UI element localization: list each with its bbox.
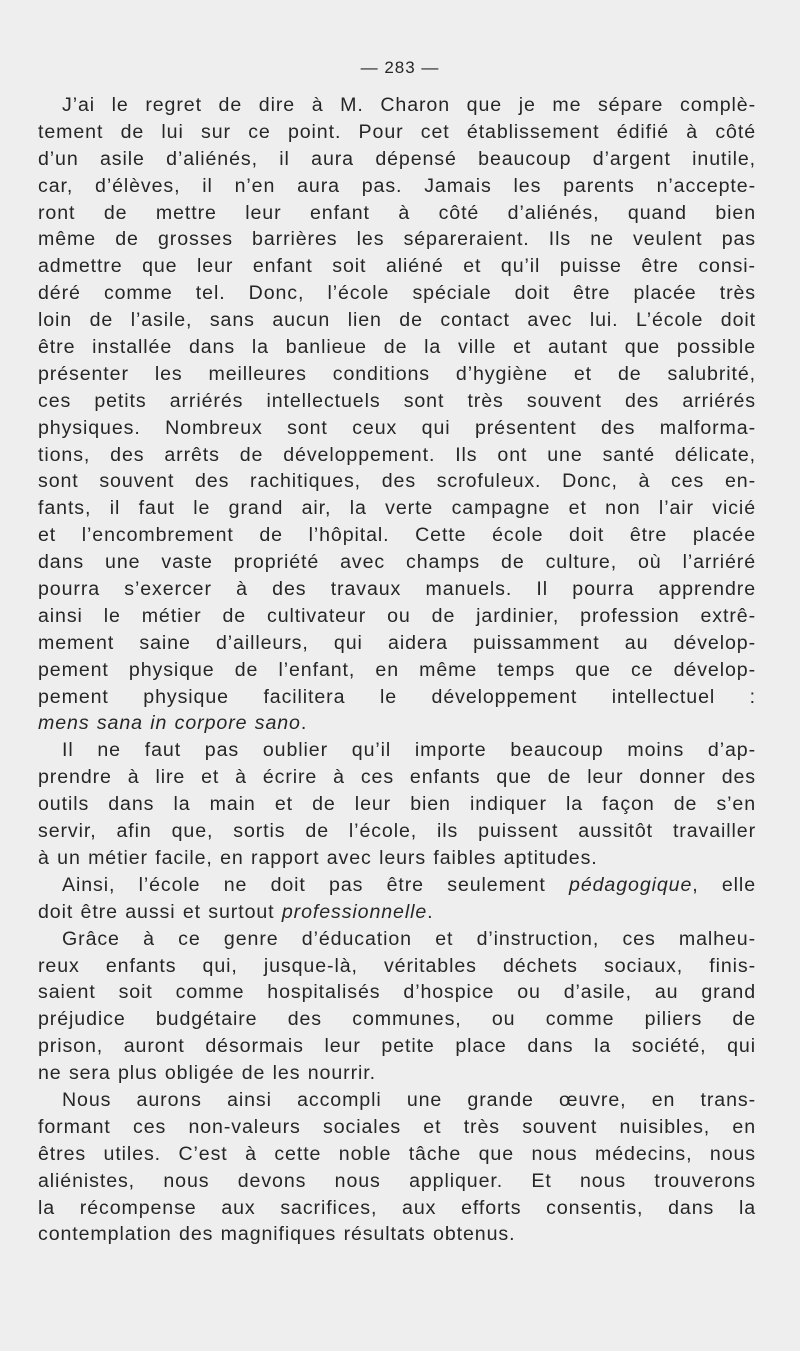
page-number: — 283 — xyxy=(360,58,440,77)
text-line xyxy=(38,253,756,280)
text-line xyxy=(38,1087,756,1114)
text-line xyxy=(38,1168,756,1195)
text-line xyxy=(38,845,756,872)
text-line xyxy=(38,1141,756,1168)
text-line xyxy=(38,1114,756,1141)
text-run: . xyxy=(300,712,308,735)
text-line xyxy=(38,791,756,818)
text-run: d’un asile d’aliénés, il aura dépensé beaucoup d’argent inutile, xyxy=(38,147,756,170)
text-line xyxy=(38,899,756,926)
text-run: ces petits arriérés intellectuels sont très souvent des arriérés xyxy=(38,389,756,412)
text-run: pourra s’exercer à des travaux manuels. Il pourra apprendre xyxy=(38,578,756,601)
text-run: Ainsi, l’école ne doit pas être seulement xyxy=(62,873,570,896)
text-run: servir, afin que, sortis de l’école, ils puissent aussitôt travailler xyxy=(38,820,756,843)
text-line xyxy=(38,818,756,845)
text-run: car, d’élèves, il n’en aura pas. Jamais les parents n’accepte- xyxy=(38,174,756,197)
text-run: , elle xyxy=(692,873,756,896)
text-run: aliénistes, nous devons nous appliquer. Et nous trouverons xyxy=(38,1169,756,1192)
text-line xyxy=(38,1033,756,1060)
text-run: . xyxy=(427,900,434,923)
text-run: ront de mettre leur enfant à côté d’aliénés, quand bien xyxy=(38,201,756,224)
text-run: contemplation des magnifiques résultats obtenus. xyxy=(38,1223,516,1246)
text-run: tions, des arrêts de développement. Ils ont une santé délicate, xyxy=(38,443,756,466)
text-line xyxy=(38,710,756,737)
italic-run: mens sana in corpore sano xyxy=(38,712,301,735)
text-line xyxy=(38,226,756,253)
text-line xyxy=(38,926,756,953)
text-run: mement saine d’ailleurs, qui aidera puissamment au dévelop- xyxy=(38,631,756,654)
text-line xyxy=(38,442,756,469)
text-run: à un métier facile, en rapport avec leurs faibles aptitudes. xyxy=(38,846,598,869)
text-run: J’ai le regret de dire à M. Charon que je me sépare complè- xyxy=(62,94,756,116)
text-line xyxy=(38,764,756,791)
text-line xyxy=(38,146,756,173)
text-line xyxy=(38,1195,756,1222)
text-run: Nous aurons ainsi accompli une grande œuvre, en trans- xyxy=(62,1088,756,1111)
text-line xyxy=(38,173,756,200)
text-run: ainsi le métier de cultivateur ou de jardinier, profession extrê- xyxy=(38,604,756,627)
text-run: sont souvent des rachitiques, des scrofuleux. Donc, à ces en- xyxy=(38,470,756,493)
text-line xyxy=(38,388,756,415)
text-line xyxy=(38,1060,756,1087)
text-run: prison, auront désormais leur petite place dans la société, qui xyxy=(38,1035,756,1058)
text-line xyxy=(38,737,756,764)
text-run: être installée dans la banlieue de la ville et autant que possible xyxy=(38,336,756,359)
italic-run: professionnelle xyxy=(281,900,428,923)
text-run: loin de l’asile, sans aucun lien de contact avec lui. L’école doit xyxy=(38,309,756,332)
text-line xyxy=(38,630,756,657)
text-line xyxy=(38,549,756,576)
text-line xyxy=(38,92,756,119)
text-run: reux enfants qui, jusque-là, véritables déchets sociaux, finis- xyxy=(38,954,756,977)
text-line xyxy=(38,684,756,711)
text-run: dans une vaste propriété avec champs de culture, où l’arriéré xyxy=(38,551,756,574)
text-line xyxy=(38,522,756,549)
body-text xyxy=(38,92,756,1248)
text-line xyxy=(38,872,756,899)
text-line xyxy=(38,1221,756,1248)
text-line xyxy=(38,119,756,146)
text-run: saient soit comme hospitalisés d’hospice ou d’asile, au grand xyxy=(38,981,756,1004)
text-line xyxy=(38,280,756,307)
text-run: pement physique de l’enfant, en même temps que ce dévelop- xyxy=(38,658,756,681)
text-run: doit être aussi et surtout xyxy=(38,900,282,923)
text-run: préjudice budgétaire des communes, ou comme piliers de xyxy=(38,1008,756,1031)
text-run: fants, il faut le grand air, la verte campagne et non l’air vicié xyxy=(38,497,756,520)
text-run: êtres utiles. C’est à cette noble tâche que nous médecins, nous xyxy=(38,1142,756,1165)
text-run: Il ne faut pas oublier qu’il importe beaucoup moins d’ap- xyxy=(62,739,756,762)
text-line xyxy=(38,576,756,603)
text-run: formant ces non-valeurs sociales et très souvent nuisibles, en xyxy=(38,1115,756,1138)
text-line xyxy=(38,495,756,522)
text-run: Grâce à ce genre d’éducation et d’instruction, ces malheu- xyxy=(62,927,756,950)
text-run: pement physique facilitera le développement intellectuel : xyxy=(38,685,756,708)
text-line xyxy=(38,200,756,227)
text-run: présenter les meilleures conditions d’hygiène et de salubrité, xyxy=(38,362,756,385)
italic-run: pédagogique xyxy=(569,873,693,896)
text-line xyxy=(38,334,756,361)
text-run: tement de lui sur ce point. Pour cet établissement édifié à côté xyxy=(38,120,756,143)
text-run: outils dans la main et de leur bien indiquer la façon de s’en xyxy=(38,793,756,816)
text-run: et l’encombrement de l’hôpital. Cette école doit être placée xyxy=(38,524,756,547)
text-line xyxy=(38,953,756,980)
text-line xyxy=(38,603,756,630)
text-line xyxy=(38,979,756,1006)
text-run: physiques. Nombreux sont ceux qui présentent des malforma- xyxy=(38,416,756,439)
text-line xyxy=(38,1006,756,1033)
text-line xyxy=(38,307,756,334)
text-line xyxy=(38,657,756,684)
text-line xyxy=(38,361,756,388)
text-run: déré comme tel. Donc, l’école spéciale doit être placée très xyxy=(38,282,756,305)
text-run: prendre à lire et à écrire à ces enfants que de leur donner des xyxy=(38,766,756,789)
text-run: même de grosses barrières les sépareraient. Ils ne veulent pas xyxy=(38,228,756,251)
text-line xyxy=(38,415,756,442)
text-run: admettre que leur enfant soit aliéné et qu’il puisse être consi- xyxy=(38,255,756,278)
text-run: la récompense aux sacrifices, aux efforts consentis, dans la xyxy=(38,1196,756,1219)
text-run: ne sera plus obligée de les nourrir. xyxy=(38,1062,376,1085)
text-line xyxy=(38,468,756,495)
